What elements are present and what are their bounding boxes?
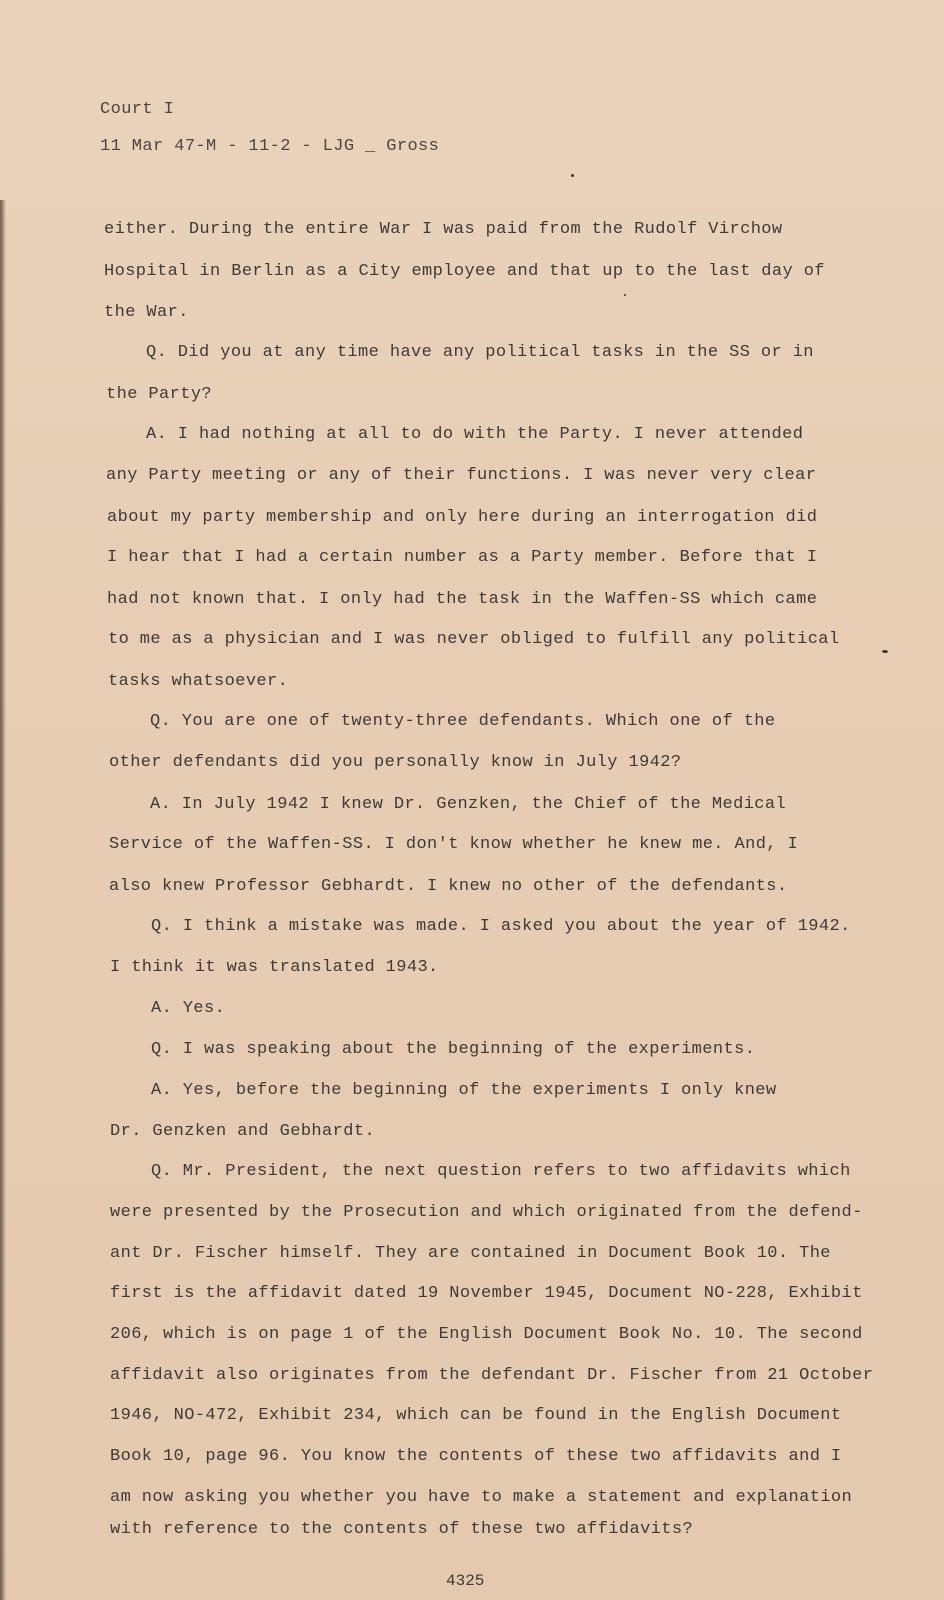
body-line: A. In July 1942 I knew Dr. Genzken, the Chief of the Medical [150, 795, 787, 814]
session-header: 11 Mar 47-M - 11-2 - LJG _ Gross [100, 137, 440, 156]
body-line: tasks whatsoever. [108, 672, 289, 691]
body-line: Dr. Genzken and Gebhardt. [110, 1122, 376, 1141]
page-edge-shadow [0, 200, 6, 1600]
body-line: were presented by the Prosecution and which originated from the defend- [110, 1203, 863, 1222]
body-line: other defendants did you personally know in July 1942? [109, 753, 682, 772]
body-line: am now asking you whether you have to make a statement and explanation [110, 1488, 853, 1507]
court-header: Court I [100, 100, 175, 119]
body-line: about my party membership and only here during an interrogation did [107, 508, 818, 527]
paper-speck [571, 174, 574, 177]
body-line: with reference to the contents of these two affidavits? [110, 1520, 694, 1539]
paper-speck [882, 650, 888, 653]
body-line: 1946, NO-472, Exhibit 234, which can be found in the English Document [110, 1406, 842, 1425]
body-line: Hospital in Berlin as a City employee and that up to the last day of [104, 262, 825, 281]
body-line: affidavit also originates from the defendant Dr. Fischer from 21 October [110, 1366, 874, 1385]
body-line: Q. I was speaking about the beginning of the experiments. [151, 1040, 756, 1059]
body-line: Book 10, page 96. You know the contents of these two affidavits and I [110, 1447, 842, 1466]
body-line: the Party? [106, 385, 213, 404]
body-line: I think it was translated 1943. [110, 958, 439, 977]
body-line: Q. I think a mistake was made. I asked you about the year of 1942. [151, 917, 851, 936]
body-line: Q. You are one of twenty-three defendants. Which one of the [150, 712, 776, 731]
body-line: A. Yes. [151, 999, 226, 1018]
body-line: had not known that. I only had the task in the Waffen-SS which came [107, 590, 818, 609]
body-line: either. During the entire War I was paid from the Rudolf Virchow [104, 220, 783, 239]
body-line: ant Dr. Fischer himself. They are contained in Document Book 10. The [110, 1244, 831, 1263]
page-number: 4325 [446, 1572, 485, 1590]
body-line: Q. Did you at any time have any political tasks in the SS or in [146, 343, 814, 362]
body-line: A. I had nothing at all to do with the Party. I never attended [146, 425, 804, 444]
paper-speck [624, 294, 626, 296]
body-line: also knew Professor Gebhardt. I knew no other of the defendants. [109, 877, 788, 896]
body-line: Service of the Waffen-SS. I don't know whether he knew me. And, I [109, 835, 799, 854]
body-line: A. Yes, before the beginning of the experiments I only knew [151, 1081, 777, 1100]
body-line: first is the affidavit dated 19 November 1945, Document NO-228, Exhibit [110, 1284, 863, 1303]
body-line: the War. [104, 303, 189, 322]
body-line: 206, which is on page 1 of the English Document Book No. 10. The second [110, 1325, 863, 1344]
body-line: I hear that I had a certain number as a Party member. Before that I [107, 548, 818, 567]
body-line: to me as a physician and I was never obliged to fulfill any political [108, 630, 840, 649]
body-line: any Party meeting or any of their functions. I was never very clear [106, 466, 817, 485]
body-line: Q. Mr. President, the next question refers to two affidavits which [151, 1162, 851, 1181]
